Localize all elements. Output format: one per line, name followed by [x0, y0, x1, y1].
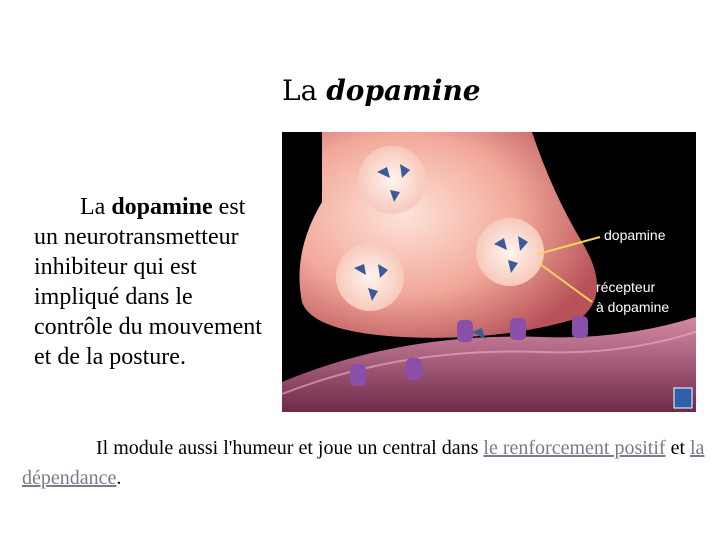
synapse-illustration	[282, 132, 696, 412]
para1-text: est un neurotransmetteur inhibiteur qui est impliqué dans le contrôle du mouvement et de la posture.	[34, 194, 262, 370]
description-paragraph	[34, 192, 274, 372]
title-emphasis: dopamine	[326, 74, 481, 107]
label-receptor-line2: à dopamine	[596, 299, 670, 315]
label-dopamine: dopamine	[604, 227, 666, 243]
para1-prefix: La	[80, 194, 112, 220]
label-receptor-line1: récepteur	[596, 279, 656, 295]
para1-bold-term: dopamine	[111, 194, 213, 220]
slide-title	[282, 74, 481, 107]
para2-text-start: Il module aussi l'humeur et joue un central dans	[96, 437, 484, 459]
vesicle	[336, 243, 404, 311]
title-prefix: La	[282, 74, 318, 107]
link-dependance[interactable]: la dépendance	[22, 437, 705, 489]
module-paragraph	[22, 433, 720, 493]
para2-text-end: .	[116, 467, 122, 489]
vesicle	[476, 218, 544, 286]
publisher-logo	[674, 388, 692, 408]
synapse-svg	[282, 132, 696, 412]
link-renforcement-positif[interactable]: le renforcement positif	[483, 437, 666, 459]
para2-text-mid: et	[665, 437, 690, 459]
vesicle	[358, 146, 426, 214]
